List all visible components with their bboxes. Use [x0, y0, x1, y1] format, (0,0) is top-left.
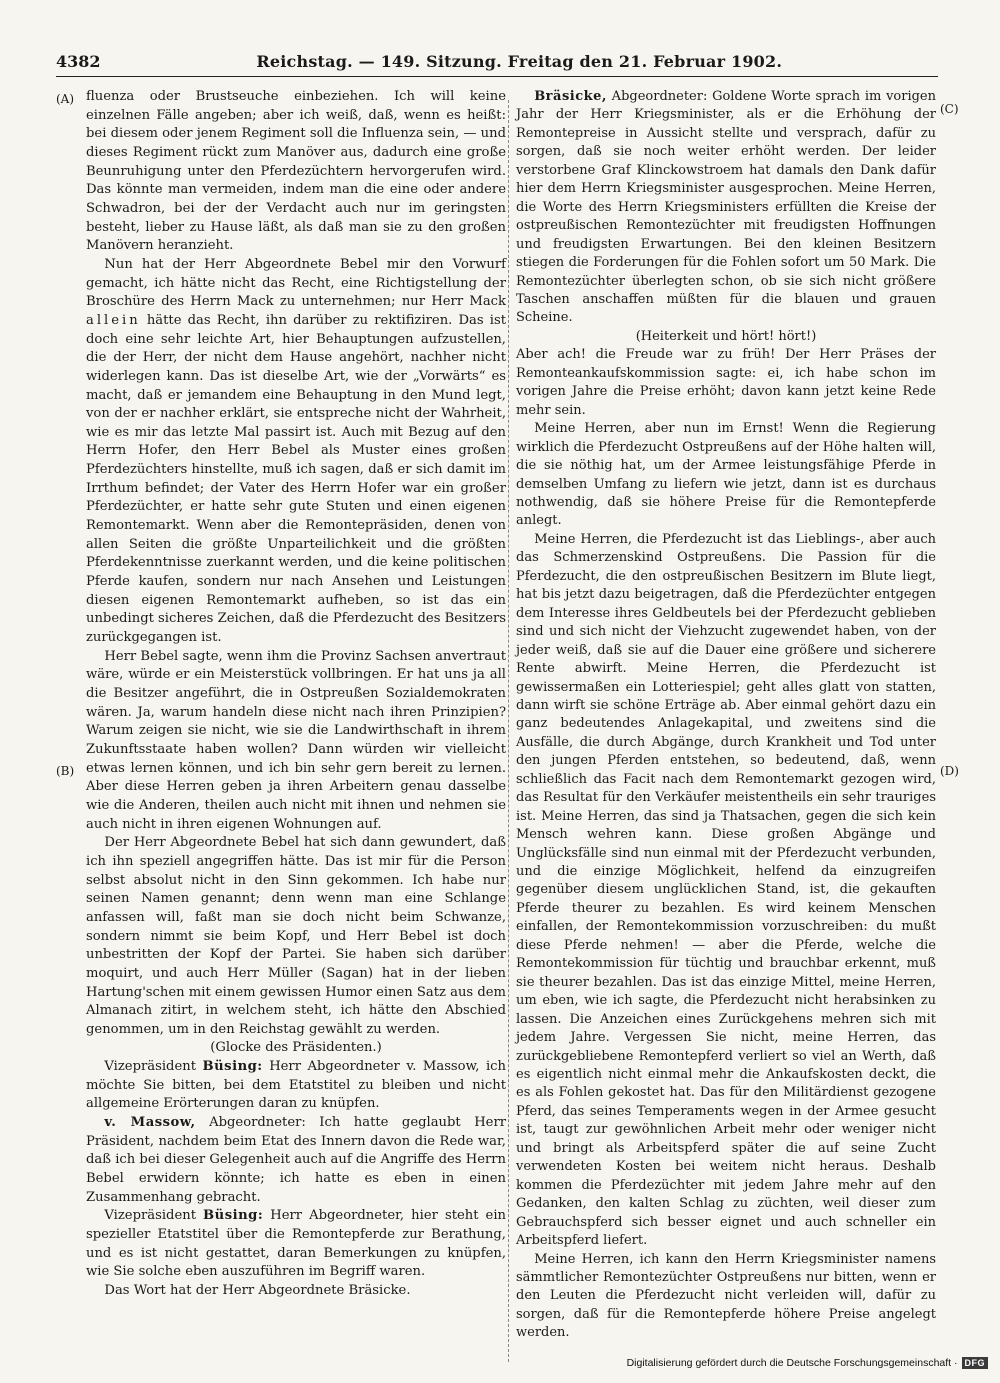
paragraph: Meine Herren, die Pferdezucht ist das Lieblings-, aber auch das Schmerzenskind Ostpreußens. Die Passion für die Pferdezucht, die den ostpreußischen Besitzern im Blute liegt, hat bis jetzt dazu beigetragen, daß die Pferdezüchter entgegen dem Interesse ihres Geldbeutels bei der Pferdezucht geblieben sind und sich nicht der Viehzucht zugewendet haben, von der jeder weiß, daß sie auf die Dauer eine größere und sicherere Rente abwirft. Meine Herren, die Pferdezucht ist gewissermaßen ein Lotteriespiel; geht alles glatt von statten, dann wirft sie schöne Erträge ab. Aber einmal gehört dazu ein ganz bedeutendes Anlagekapital, und zweitens sind die Ausfälle, die durch Abgänge, durch Krankheit und Tod unter den jungen Pferden entstehen, so bedeutend, daß, wenn schließlich das Facit nach dem Remontemarkt gezogen wird, das Resultat für den Verkäufer meistentheils ein sehr trauriges ist. Meine Herren, das sind ja Thatsachen, gegen die sich kein Mensch wehren kann. Diese großen Abgänge und Unglücksfälle sind nun einmal mit der Pferdezucht verbunden, und die einzige Möglichkeit, helfend da einzugreifen gegenüber diesem unglücklichen Stand, ist, die gekauften Pferde theurer zu bezahlen. Es wird keinem Menschen einfallen, der Remontekommission vorzuschreiben: du mußt diese Pferde nehmen! — aber die Pferde, welche die Remontekommission für tüchtig und brauchbar erkennt, muß sie theurer bezahlen. Das ist das einzige Mittel, meine Herren, um eben, wie ich sagte, die Pferdezucht nicht herabsinken zu lassen. Die Anzeichen eines Zurückgehens mehren sich mit jedem Jahre. Vergessen Sie nicht, meine Herren, das zurückgebliebene Remontepferd verliert so viel an Werth, daß es eigentlich nicht einmal mehr die Ankaufskosten deckt, die es als Fohlen gekostet hat. Das für den Militärdienst gezogene Pferd, das seines Temperaments wegen in der Armee gesucht ist, taugt zur gewöhnlichen Arbeit mehr oder weniger nicht und bringt als Arbeitspferd später die auf seine Zucht verwendeten Kosten bei weitem nicht heraus. Deshalb kommen die Pferdezüchter mit jedem Jahre mehr auf den Gedanken, den kalten Schlag zu züchten, weil dieser zum Gebrauchspferd sich besser eignet und auch schneller ein Arbeitspferd liefert. — [516, 531, 936, 1249]
paragraph: Das Wort hat der Herr Abgeordnete Bräsicke. — [104, 1283, 411, 1298]
paragraph: Aber ach! die Freude war zu früh! Der Herr Präses der Remonteankaufskommission sagte: ei, ich habe schon im vorigen Jahre die Preise erhöht; davon kann jetzt keine Rede mehr sein. — [516, 347, 936, 418]
column-divider — [508, 100, 509, 1362]
speaker-name: Büsing: — [202, 1059, 263, 1075]
speaker-name: Bräsicke, — [534, 89, 607, 104]
paragraph: Herr Bebel sagte, wenn ihm die Provinz Sachsen anvertraut wäre, würde er ein Meisterstück vollbringen. Er hat uns ja all die Besitzer angeführt, die in Ostpreußen Sozialdemokraten wären. Ja, warum handeln diese nicht nach ihren Prinzipien? Warum zeigen sie nicht, wie sie die Landwirthschaft in ihrem Zukunftsstaate haben wollen? Dann würden wir vielleicht etwas lernen können, und ich bin sehr gern bereit zu lernen. Aber diese Herren geben ja ihren Arbeitern genau dasselbe wie die Anderen, theilen auch nicht mit ihnen und nehmen sie auch nicht in ihren eigenen Wohnungen auf. — [86, 648, 506, 832]
session-title — [101, 52, 938, 71]
session-name: Reichstag. — 149. Sitzung. — [256, 52, 502, 71]
dfg-logo: DFG — [962, 1357, 989, 1369]
digitization-credit — [627, 1357, 988, 1369]
stage-direction: (Heiterkeit und hört! hört!) — [635, 328, 817, 344]
stage-direction: (Glocke des Präsidenten.) — [210, 1040, 382, 1056]
paragraph: Meine Herren, ich kann den Herrn Kriegsminister namens sämmtlicher Remontezüchter Ostpreußens nur bitten, wenn er den Leuten die Pferdezucht nicht verleiden will, dafür zu sorgen, daß für die Remontepferde höhere Preise angelegt werden. — [516, 1251, 936, 1341]
paragraph: Vizepräsident Büsing: Herr Abgeordneter, hier steht ein spezieller Etatstitel über die Remontepferde zur Berathung, und es ist nicht gestattet, daran Bemerkungen zu knüpfen, wie Sie solche eben auszuführen im Begriff waren. — [86, 1208, 506, 1280]
spaced-word: allein — [86, 312, 141, 328]
paragraph: Meine Herren, aber nun im Ernst! Wenn die Regierung wirklich die Pferdezucht Ostpreußens auf der Höhe halten will, die sie nöthig hat, um der Armee leistungsfähige Pferde in demselben Umfang zu liefern wie jetzt, dann ist es durchaus nothwendig, daß sie höhere Preise für die Remontepferde anlegt. — [516, 421, 936, 529]
margin-marker-d: (D) — [940, 764, 959, 778]
paragraph: Der Herr Abgeordnete Bebel hat sich dann gewundert, daß ich ihn speziell angegriffen hätte. Das ist mir für die Person selbst absolut nicht in den Sinn gekommen. Ich habe nur seinen Namen genannt; denn wenn man eine Schlange anfassen will, faßt man sie doch nicht beim Schwanze, sondern nimmt sie beim Kopf, und Herr Bebel ist doch unbestritten der Kopf der Partei. Sie haben sich darüber moquirt, und auch Herr Müller (Sagan) hat in der lieben Hartung'schen mit einem gewissen Humor einen Satz aus dem Almanach zitirt, in welchem steht, ich hätte den Abschied genommen, um in den Reichstag gewählt zu werden. — [86, 835, 507, 1037]
page-header — [56, 52, 938, 77]
credit-text: Digitalisierung gefördert durch die Deutsche Forschungsgemeinschaft · — [626, 1357, 958, 1369]
left-column — [86, 88, 506, 1301]
margin-marker-a: (A) — [56, 92, 75, 106]
paragraph: Vizepräsident Büsing: Herr Abgeordneter v. Massow, ich möchte Sie bitten, bei dem Etatstitel zu bleiben und nicht allgemeine Erörterungen daran zu knüpfen. — [86, 1059, 507, 1112]
page-number: 4382 — [56, 52, 101, 71]
paragraph: Nun hat der Herr Abgeordnete Bebel mir den Vorwurf gemacht, ich hätte nicht das Recht, eine Richtigstellung der Broschüre des Herrn Mack zu unternehmen; nur Herr Mack allein hätte das Recht, ihn darüber zu rektifiziren. Das ist doch eine sehr leichte Art, hier Behauptungen aufzustellen, die der Herr, der nicht dem Hause angehört, nachher nicht widerlegen kann. Das ist dieselbe Art, wie der „Vorwärts“ es macht, daß er jemandem eine Behauptung in den Mund legt, von der er nachher erklärt, sie entspreche nicht der Wahrheit, wie es mir das letzte Mal passirt ist. Auch mit Bezug auf den Herrn Hofer, den Herr Bebel als Muster eines großen Pferdezüchters hinstellte, muß ich sagen, daß er sich damit im Irrthum befindet; der Vater des Herrn Hofer war ein großer Pferdezüchter, er hatte sehr gute Stuten und einen eigenen Remontemarkt. Wenn aber die Remontepräsiden, denen von allen Seiten die größte Unparteilichkeit und die größten Pferdekenntnisse zuerkannt werden, und die keine politischen Pferde kaufen, sondern nur nach Ansehen und Leistungen diesen eigenen Remontemarkt aufheben, so ist das ein unbedingt sicheres Zeichen, daß die Pferdezucht des Besitzers zurückgegangen ist. — [86, 256, 506, 646]
paragraph: v. Massow, Abgeordneter: Ich hatte geglaubt Herr Präsident, nachdem beim Etat des Innern davon die Rede war, daß ich bei dieser Gelegenheit auch auf die Angriffe des Herrn Bebel erwidern könnte; ich hatte es eben in einen Zusammenhang gebracht. — [86, 1115, 507, 1205]
page — [56, 52, 959, 1347]
speaker-name: Büsing: — [203, 1208, 264, 1224]
session-date: Freitag den 21. Februar 1902. — [507, 52, 783, 71]
margin-marker-c: (C) — [940, 102, 959, 116]
speaker-name: v. Massow, — [104, 1115, 196, 1131]
right-column — [516, 88, 936, 1343]
margin-marker-b: (B) — [56, 764, 75, 778]
paragraph: fluenza oder Brustseuche einbeziehen. Ich will keine einzelnen Fälle angeben; aber ich weiß, daß, wenn es heißt: bei diesem oder jenem Regiment soll die Influenza sein, — und dieses Regiment rückt zum Manöver aus, dadurch eine große Beunruhigung unter den Pferdezüchtern hervorgerufen wird. Das könnte man vermeiden, indem man die eine oder andere Schwadron, bei der der Verdacht auch nur im geringsten besteht, lieber zu Hause läßt, als daß man sie zu den großen Manövern heranzieht. — [86, 89, 506, 254]
paragraph: Bräsicke, Abgeordneter: Goldene Worte sprach im vorigen Jahr der Herr Kriegsminister, als er die Erhöhung der Remontepreise in Aussicht stellte und versprach, dafür zu sorgen, daß sie noch weiter erhöht werden. Der leider verstorbene Graf Klinckowstroem hat damals den Dank dafür hier dem Herrn Kriegsminister ausgesprochen. Meine Herren, die Worte des Herrn Kriegsministers erfüllten die Kreise der ostpreußischen Remontezüchter mit freudigsten Hoffnungen und freudigsten Erwartungen. Bei den kleinen Besitzern stiegen die Forderungen für die Fohlen sofort um 50 Mark. Die Remontezüchter überlegten schon, ob sie sich nicht größere Taschen anschaffen müßten für die blauen und grauen Scheine. — [516, 89, 936, 326]
